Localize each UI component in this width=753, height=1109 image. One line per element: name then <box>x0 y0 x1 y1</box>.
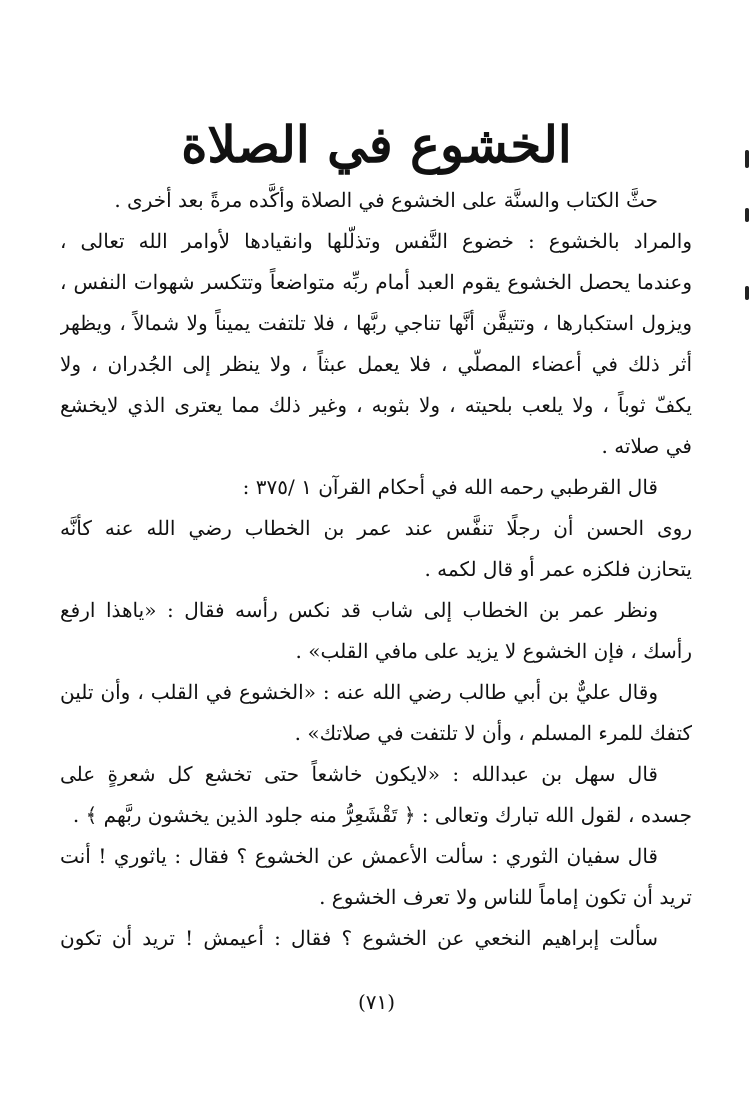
text-line: يتحازن فلكزه عمر أو قال لكمه . <box>424 557 692 581</box>
text-line: والمراد بالخشوع : خضوع النَّفس وتذلّلها وانقيادها لأوامر الله تعالى ، <box>60 229 692 253</box>
text-line: ويزول استكبارها ، وتتيقَّن أنَّها تناجي ربَّها ، فلا تلتفت يميناً ولا شمالاً ، ويظهر <box>60 311 692 335</box>
text-line: أثر ذلك في أعضاء المصلّي ، فلا يعمل عبثاً ، ولا ينظر إلى الجُدران ، ولا <box>60 352 692 376</box>
text-line: جسده ، لقول الله تبارك وتعالى : ﴿ تَقْشَعِرُّ منه جلود الذين يخشون ربَّهم ﴾ . <box>72 803 692 827</box>
text-line: كتفك للمرء المسلم ، وأن لا تلتفت في صلاتك» . <box>294 721 692 745</box>
text-line: يكفّ ثوباً ، ولا يلعب بلحيته ، ولا بثوبه ، وغير ذلك مما يعترى الذي لايخشع <box>60 393 692 417</box>
margin-mark <box>745 286 749 300</box>
chapter-title: الخشوع في الصلاة <box>181 115 572 174</box>
text-line: قال القرطبي رحمه الله في أحكام القرآن ١ /٣٧٥ : <box>242 475 658 499</box>
text-line: قال سفيان الثوري : سألت الأعمش عن الخشوع ؟ فقال : ياثوري ! أنت <box>60 844 658 868</box>
text-line: ونظر عمر بن الخطاب إلى شاب قد نكس رأسه فقال : «ياهذا ارفع <box>60 598 658 622</box>
text-line: تريد أن تكون إماماً للناس ولا تعرف الخشوع . <box>319 885 692 909</box>
body-text <box>60 180 692 959</box>
text-line: في صلاته . <box>601 434 692 458</box>
text-line: سألت إبراهيم النخعي عن الخشوع ؟ فقال : أعيمش ! تريد أن تكون <box>60 926 658 950</box>
text-line: وعندما يحصل الخشوع يقوم العبد أمام ربِّه متواضعاً وتتكسر شهوات النفس ، <box>60 270 692 294</box>
text-line: وقال عليٌّ بن أبي طالب رضي الله عنه : «الخشوع في القلب ، وأن تلين <box>60 680 658 704</box>
margin-mark <box>745 150 749 168</box>
text-line: رأسك ، فإن الخشوع لا يزيد على مافي القلب» . <box>295 639 692 663</box>
text-line: حثَّ الكتاب والسنَّة على الخشوع في الصلاة وأكَّده مرةً بعد أخرى . <box>114 188 658 212</box>
page-number: (٧١) <box>357 990 396 1014</box>
text-line: روى الحسن أن رجلًا تنفَّس عند عمر بن الخطاب رضي الله عنه كأنَّه <box>60 516 692 540</box>
margin-mark <box>745 208 749 222</box>
text-line: قال سهل بن عبدالله : «لايكون خاشعاً حتى تخشع كل شعرةٍ على <box>60 762 658 786</box>
